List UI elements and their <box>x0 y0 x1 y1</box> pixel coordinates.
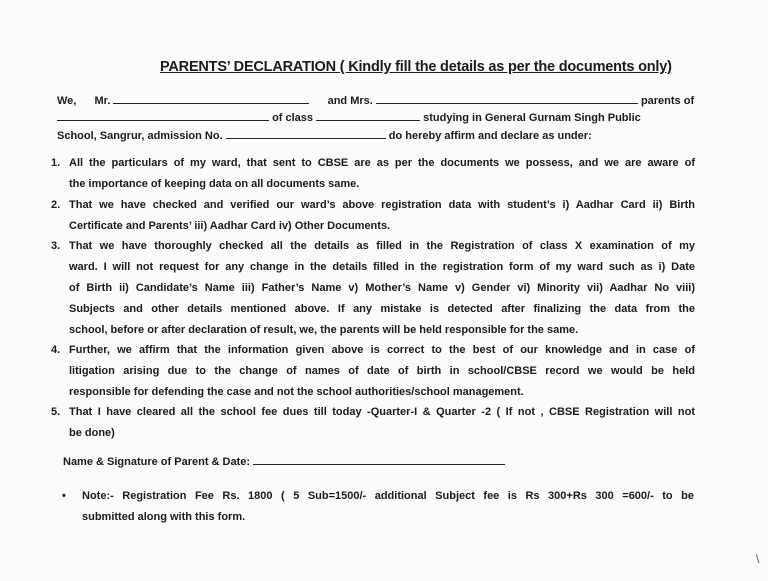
item-line: That we have checked and verified our ward’s above registration data with student’s i) Aadhar Card ii) Birth <box>69 199 695 211</box>
item-line: Further, we affirm that the information given above is correct to the best of our knowledge and in case of <box>69 344 695 356</box>
item-line: of Birth ii) Candidate’s Name iii) Father’s Name v) Mother’s Name v) Gender vi) Minority vii) Aadhar No viii) <box>69 282 695 294</box>
item-line: That I have cleared all the school fee dues till today -Quarter-I & Quarter -2 ( If not , CBSE Registration will not <box>69 406 695 418</box>
of-class-label: of class <box>272 112 314 124</box>
item-line: Subjects and other details mentioned above. If any mistake is detected after finalizing the data from the <box>69 303 695 315</box>
item-line: ward. I will not request for any change in the details filled in the registration form of my ward such as i) Date <box>69 261 695 273</box>
item-number: 3. <box>51 240 61 252</box>
ward-name-field[interactable] <box>57 119 269 121</box>
item-line: responsible for defending the case and not the school authorities/school management. <box>69 386 524 398</box>
class-field[interactable] <box>316 119 420 121</box>
mother-name-field[interactable] <box>376 102 638 104</box>
page-title: PARENTS’ DECLARATION ( Kindly fill the details as per the documents only) <box>160 59 672 75</box>
item-number: 4. <box>51 344 61 356</box>
studying-label: studying in General Gurnam Singh Public <box>423 112 641 124</box>
parents-of-label: parents of <box>640 95 695 107</box>
signature-line <box>63 456 505 468</box>
item-number: 1. <box>51 157 61 169</box>
signature-field[interactable] <box>253 463 505 465</box>
signature-label: Name & Signature of Parent & Date: <box>63 456 251 468</box>
item-line: litigation arising due to the change of names of date of birth in school/CBSE record we would be held <box>69 365 695 377</box>
item-line: That we have thoroughly checked all the details as filled in the Registration of class X examination of my <box>69 240 695 252</box>
affirm-label: do hereby affirm and declare as under: <box>388 130 592 142</box>
corner-mark: \ <box>756 552 760 566</box>
item-number: 5. <box>51 406 61 418</box>
we-label: We, <box>57 95 77 107</box>
school-label: School, Sangrur, admission No. <box>57 130 223 142</box>
bullet-icon: • <box>62 490 66 502</box>
note-line: submitted along with this form. <box>82 511 246 523</box>
item-line: the importance of keeping data on all documents same. <box>69 178 360 190</box>
father-name-field[interactable] <box>113 102 309 104</box>
header-line-3 <box>57 130 592 142</box>
note-line: Note:- Registration Fee Rs. 1800 ( 5 Sub=1500/- additional Subject fee is Rs 300+Rs 300 =600/- to be <box>82 490 694 502</box>
header-line-1 <box>57 95 694 107</box>
admission-number-field[interactable] <box>226 137 386 139</box>
item-line: be done) <box>69 427 115 439</box>
mrs-label: and Mrs. <box>327 95 373 107</box>
item-line: All the particulars of my ward, that sent to CBSE are as per the documents we possess, and we are aware of <box>69 157 695 169</box>
item-line: school, before or after declaration of result, we, the parents will be held responsible for the same. <box>69 324 579 336</box>
item-line: Certificate and Parents’ iii) Aadhar Card iv) Other Documents. <box>69 220 391 232</box>
mr-label: Mr. <box>94 95 111 107</box>
item-number: 2. <box>51 199 61 211</box>
header-line-2 <box>57 112 641 124</box>
